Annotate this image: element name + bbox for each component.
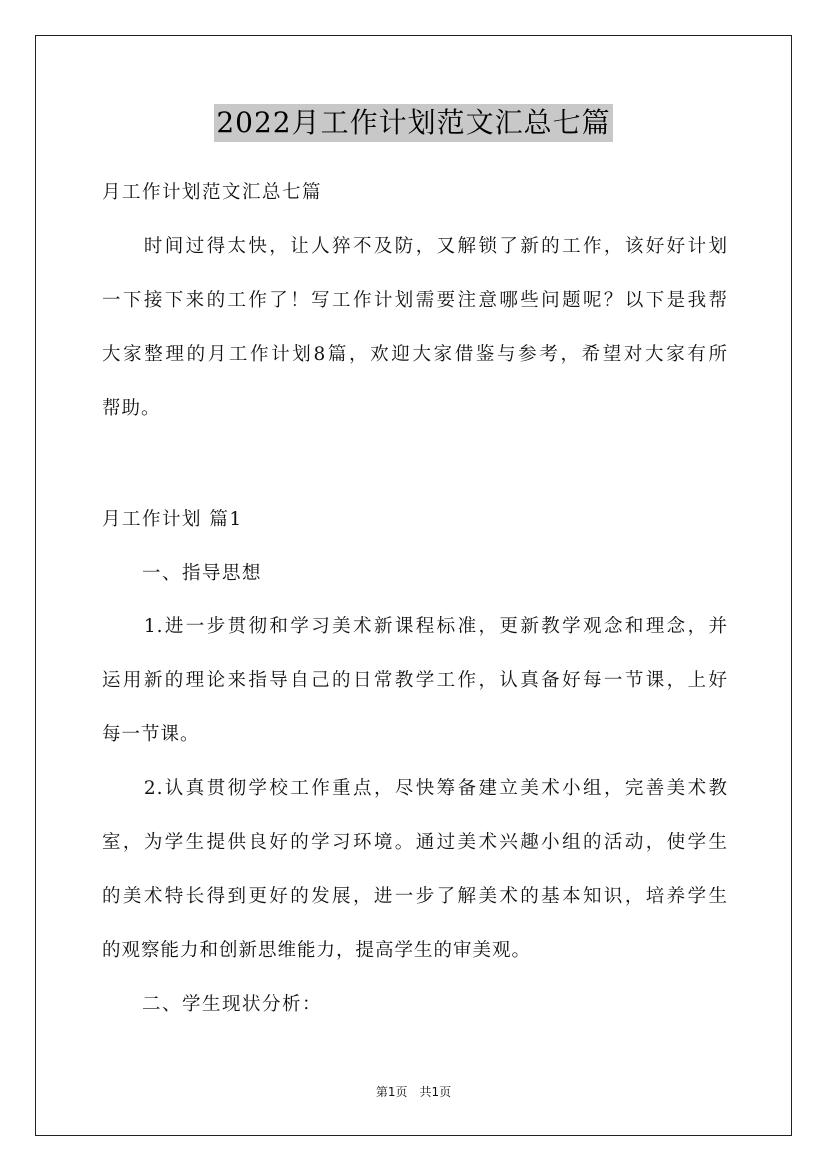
item-1-line: 1.进一步贯彻和学习美术新课程标准，更新教学观念和理念，并 xyxy=(102,616,728,637)
item-2-line: 室，为学生提供良好的学习环境。通过美术兴趣小组的活动，使学生 xyxy=(102,832,728,853)
document-title: 2022月工作计划范文汇总七篇 xyxy=(214,104,612,142)
item-2-line: 2.认真贯彻学校工作重点，尽快筹备建立美术小组，完善美术教 xyxy=(102,778,728,799)
item-1-line: 每一节课。 xyxy=(102,724,200,745)
intro-line: 一下接下来的工作了！写工作计划需要注意哪些问题呢？以下是我帮 xyxy=(102,290,728,311)
item-1-paragraph xyxy=(102,614,728,776)
intro-line: 帮助。 xyxy=(102,398,161,419)
intro-line: 时间过得太快，让人猝不及防，又解锁了新的工作，该好好计划 xyxy=(102,236,728,257)
heading-guiding-thought: 一、指导思想 xyxy=(102,563,263,584)
intro-paragraph xyxy=(102,234,728,450)
heading-student-analysis: 二、学生现状分析： xyxy=(102,994,323,1015)
document-subtitle: 月工作计划范文汇总七篇 xyxy=(102,182,323,203)
item-2-line: 的美术特长得到更好的发展，进一步了解美术的基本知识，培养学生 xyxy=(102,886,728,907)
item-1-line: 运用新的理论来指导自己的日常教学工作，认真备好每一节课，上好 xyxy=(102,670,728,691)
item-2-line: 的观察能力和创新思维能力，提高学生的审美观。 xyxy=(102,940,532,961)
page-footer: 第1页 共1页 xyxy=(375,1085,452,1099)
intro-line: 大家整理的月工作计划8篇，欢迎大家借鉴与参考，希望对大家有所 xyxy=(102,344,728,365)
title-container xyxy=(0,104,827,142)
item-2-paragraph xyxy=(102,776,728,992)
section-heading: 月工作计划 篇1 xyxy=(102,509,243,530)
